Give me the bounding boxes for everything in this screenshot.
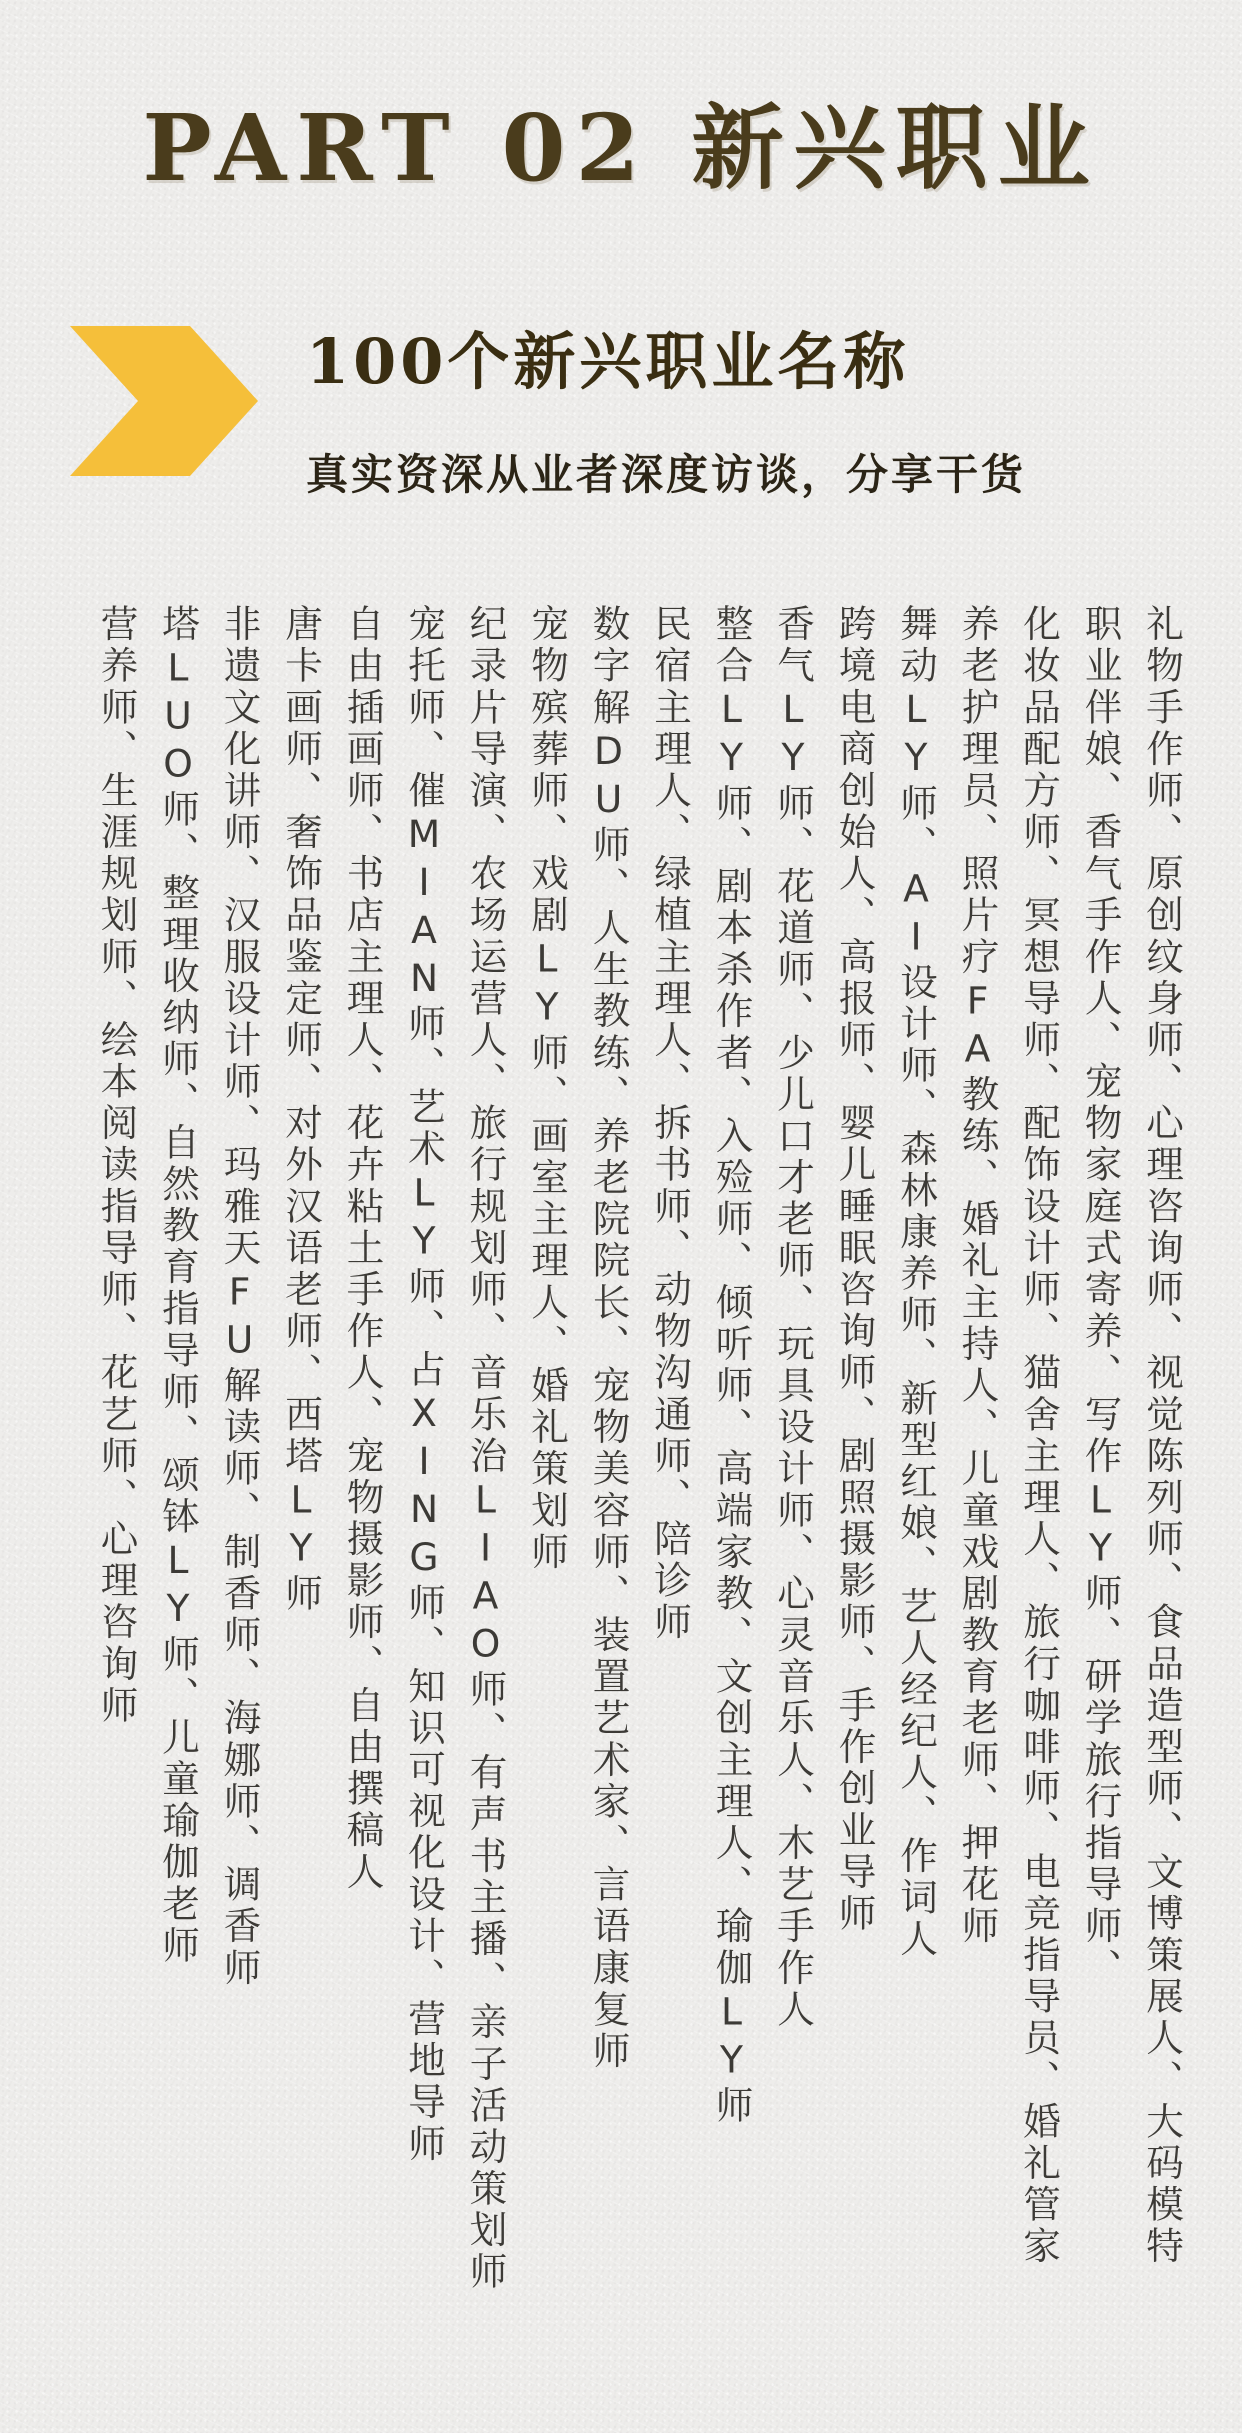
occupation-column: 舞动LY师、AI设计师、森林康养师、新型红娘、艺人经纪人、作词人 <box>894 604 938 1961</box>
occupation-column: 宠物殡葬师、戏剧LY师、画室主理人、婚礼策划师 <box>525 604 569 1574</box>
occupation-column: 香气LY师、花道师、少儿口才老师、玩具设计师、心灵音乐人、木艺手作人 <box>771 604 815 2031</box>
chevron-shape <box>70 326 258 476</box>
occupation-column: 营养师、生涯规划师、绘本阅读指导师、花艺师、心理咨询师 <box>94 604 139 1727</box>
occupation-column: 整合LY师、剧本杀作者、入殓师、倾听师、高端家教、文创主理人、瑜伽LY师 <box>709 604 754 2127</box>
occupation-column: 化妆品配方师、冥想导师、配饰设计师、猫舍主理人、旅行咖啡师、电竞指导员、婚礼管家 <box>1017 604 1061 2268</box>
occupation-column: 纪录片导演、农场运营人、旅行规划师、音乐治LIAO师、有声书主播、亲子活动策划师 <box>463 604 508 2294</box>
occupation-column: 养老护理员、照片疗FA教练、婚礼主持人、儿童戏剧教育老师、押花师 <box>955 604 1000 1948</box>
section-headline: 100个新兴职业名称 <box>306 325 910 398</box>
page-title: PART 02 新兴职业 <box>142 94 1100 202</box>
occupation-column: 民宿主理人、绿植主理人、拆书师、动物沟通师、陪诊师 <box>648 604 692 1644</box>
occupation-column: 唐卡画师、奢饰品鉴定师、对外汉语老师、西塔LY师 <box>279 604 323 1615</box>
occupation-column: 数字解DU师、人生教练、养老院院长、宠物美容师、装置艺术家、言语康复师 <box>586 604 631 2073</box>
occupation-column: 宠托师、催MIAN师、艺术LY师、占XING师、知识可视化设计、营地导师 <box>402 604 446 2166</box>
occupation-list <box>94 604 1184 2404</box>
occupation-column: 礼物手作师、原创纹身师、心理咨询师、视觉陈列师、食品造型师、文博策展人、大码模特 <box>1140 604 1184 2268</box>
occupation-column: 非遗文化讲师、汉服设计师、玛雅天FU解读师、制香师、海娜师、调香师 <box>217 604 262 1990</box>
occupation-column: 职业伴娘、香气手作人、宠物家庭式寄养、写作LY师、研学旅行指导师、 <box>1078 604 1123 1990</box>
chevron-right-icon <box>70 326 258 476</box>
occupation-column: 塔LUO师、整理收纳师、自然教育指导师、颂钵LY师、儿童瑜伽老师 <box>156 604 200 1967</box>
occupation-column: 自由插画师、书店主理人、花卉粘土手作人、宠物摄影师、自由撰稿人 <box>340 604 385 1894</box>
section-subline: 真实资深从业者深度访谈，分享干货 <box>306 450 1027 499</box>
occupation-column: 跨境电商创始人、高报师、婴儿睡眠咨询师、剧照摄影师、手作创业导师 <box>832 604 877 1935</box>
